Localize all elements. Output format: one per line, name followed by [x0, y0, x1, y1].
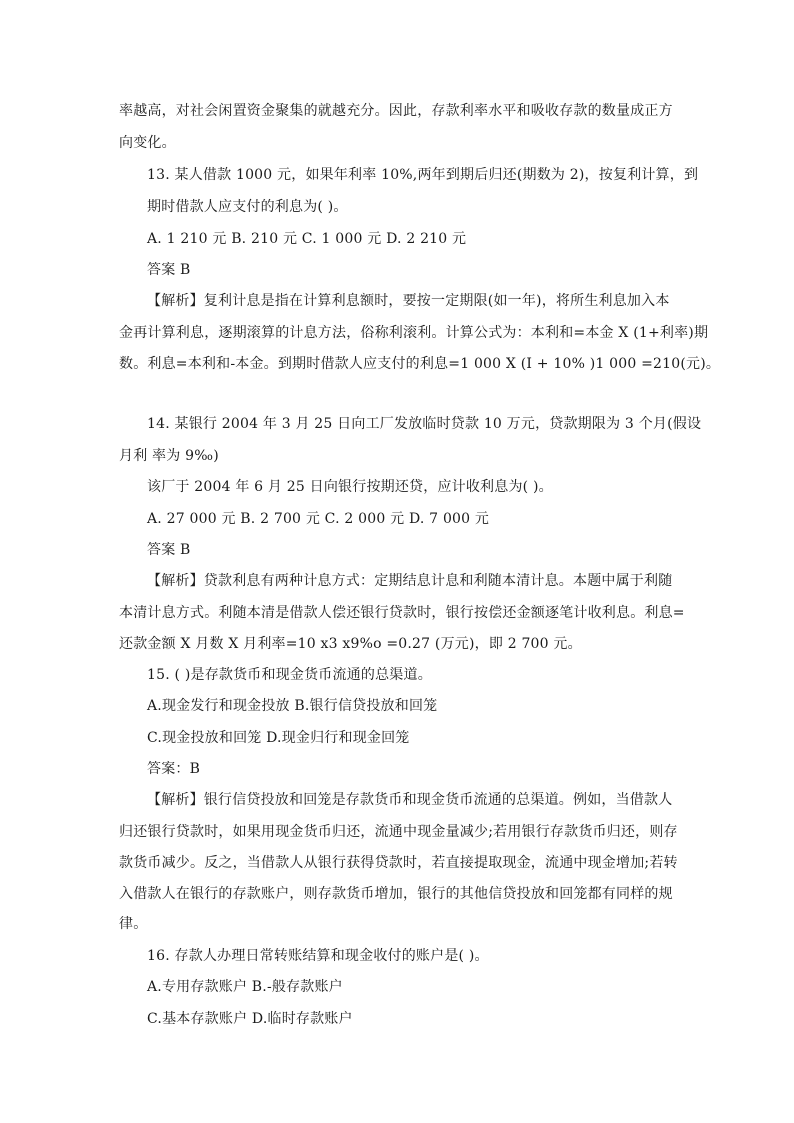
text-line: 该厂于 2004 年 6 月 25 日向银行按期还贷，应计收利息为( )。: [147, 479, 553, 495]
analysis-14: 【解析】贷款利息有两种计息方式：定期结息计息和利随本清计息。本题中属于利随: [147, 573, 673, 589]
text-line: 月利 率为 9‰): [119, 448, 219, 464]
text-line: 归还银行贷款时，如果用现金货币归还，流通中现金量减少;若用银行存款货币归还，则存: [119, 824, 678, 840]
text-line: 本清计息方式。利随本清是借款人偿还银行贷款时，银行按偿还金额逐笔计收利息。利息=: [119, 605, 685, 621]
text-line: 期时借款人应支付的利息为( )。: [147, 199, 348, 215]
text-line: 律。: [119, 916, 148, 932]
option-line: A.专用存款账户 B.-般存款账户: [147, 979, 343, 995]
answer-14: 答案 B: [147, 542, 191, 558]
options-14: A. 27 000 元 B. 2 700 元 C. 2 000 元 D. 7 000 元: [147, 511, 490, 527]
text-line: 款货币减少。反之，当借款人从银行获得贷款时，若直接提取现金，流通中现金增加;若转: [119, 855, 678, 871]
option-line: C.现金投放和回笼 D.现金归行和现金回笼: [147, 730, 410, 746]
text-line: 数。利息=本利和-本金。到期时借款人应支付的利息=1 000 X (I + 10% )1 000 =210(元)。: [119, 356, 721, 372]
text-line: 率越高，对社会闲置资金聚集的就越充分。因此，存款利率水平和吸收存款的数量成正方: [119, 103, 673, 119]
answer-15: 答案：B: [147, 761, 201, 777]
options-13: A. 1 210 元 B. 210 元 C. 1 000 元 D. 2 210 元: [147, 231, 467, 247]
analysis-15: 【解析】银行信贷投放和回笼是存款货币和现金货币流通的总渠道。例如，当借款人: [147, 792, 673, 808]
question-14: 14. 某银行 2004 年 3 月 25 日向工厂发放临时贷款 10 万元，贷款期限为 3 个月(假设: [147, 416, 702, 432]
text-line: 金再计算利息，逐期滚算的计息方法，俗称利滚利。计算公式为：本利和=本金 X (1+利率)期: [119, 325, 709, 341]
question-15: 15. ( )是存款货币和现金货币流通的总渠道。: [147, 667, 432, 683]
answer-13: 答案 B: [147, 262, 191, 278]
text-line: 入借款人在银行的存款账户，则存款货币增加，银行的其他信贷投放和回笼都有同样的规: [119, 886, 673, 902]
question-16: 16. 存款人办理日常转账结算和现金收付的账户是( )。: [147, 948, 489, 964]
analysis-13: 【解析】复利计息是指在计算利息额时，要按一定期限(如一年)，将所生利息加入本: [147, 293, 670, 309]
question-13: 13. 某人借款 1000 元，如果年利率 10%,两年到期后归还(期数为 2)，按复利计算，到: [147, 167, 699, 183]
text-line: 向变化。: [119, 135, 176, 151]
option-line: A.现金发行和现金投放 B.银行信贷投放和回笼: [147, 698, 438, 714]
option-line: C.基本存款账户 D.临时存款账户: [147, 1011, 353, 1027]
text-line: 还款金额 X 月数 X 月利率=10 x3 x9%o =0.27 (万元)，即 2 700 元。: [119, 636, 582, 652]
